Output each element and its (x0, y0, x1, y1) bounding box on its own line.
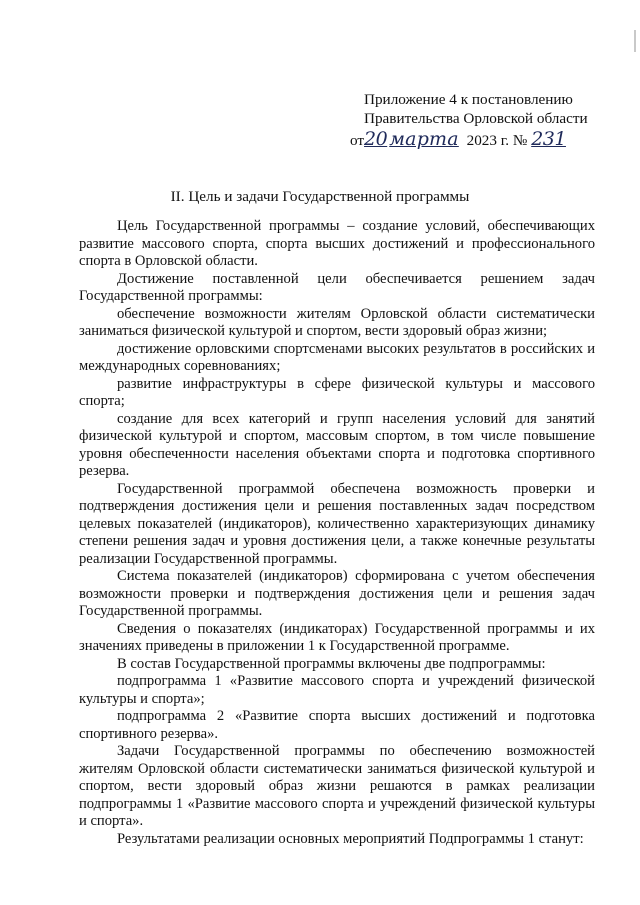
paragraph: подпрограмма 2 «Развитие спорта высших достижений и подготовка спортивного резерва». (79, 708, 595, 742)
from-label: от (350, 132, 365, 149)
year-text: 2023 г. (466, 132, 510, 149)
paragraph: развитие инфраструктуры в сфере физической культуры и массового спорта; (79, 375, 595, 409)
paragraph: обеспечение возможности жителям Орловской области систематически заниматься физической культурой и спортом, вести здоровый образ жизни; (79, 305, 595, 339)
handwritten-month: марта (389, 128, 459, 150)
paragraph: Сведения о показателях (индикаторах) Государственной программы и их значениях приведены в приложении 1 к Государственной программе. (79, 620, 595, 654)
paragraph: В состав Государственной программы включены две подпрограммы: (117, 655, 546, 672)
paragraph: Результатами реализации основных мероприятий Подпрограммы 1 станут: (117, 830, 584, 847)
paragraph: Цель Государственной программы – создание условий, обеспечивающих развитие массового спорта, спорта высших достижений и профессионального спорта в Орловской области. (79, 218, 595, 269)
paragraph: Задачи Государственной программы по обеспечению возможностей жителям Орловской области систематически заниматься физической культурой и спортом, вести здоровый образ жизни решаются в рамках реализации подпрограммы 1 «Развитие массового спорта и учреждений физической культуры и спорта». (79, 743, 595, 829)
paragraph: подпрограмма 1 «Развитие массового спорта и учреждений физической культуры и спорта»; (79, 673, 595, 707)
paragraph: Достижение поставленной цели обеспечивается решением задач Государственной программы: (79, 270, 595, 304)
handwritten-day: 20 (364, 128, 388, 150)
document-body (79, 218, 595, 848)
paragraph: достижение орловскими спортсменами высоких результатов в российских и международных соревнованиях; (79, 340, 595, 374)
section-title: II. Цель и задачи Государственной программы (170, 188, 470, 205)
scan-artifact (634, 30, 636, 52)
paragraph: Система показателей (индикаторов) сформирована с учетом обеспечения возможности проверки и подтверждения достижения цели и решения задач Государственной программы. (79, 568, 595, 619)
number-label: № (512, 132, 528, 149)
appendix-date-line (350, 130, 620, 150)
paragraph: создание для всех категорий и групп населения условий для занятий физической культурой и спортом, массовым спортом, в том числе повышение уровня обеспеченности населения объектами спорта и подготовка спортивного резерва. (79, 410, 595, 479)
appendix-line-1: Приложение 4 к постановлению (364, 91, 573, 108)
handwritten-number: 231 (531, 128, 566, 150)
appendix-line-2: Правительства Орловской области (364, 110, 588, 127)
paragraph: Государственной программой обеспечена возможность проверки и подтверждения достижения цели и решения поставленных задач посредством целевых показателей (индикаторов), количественно характеризующих динамику степени решения задач и уровня достижения цели, а также конечные результаты реализации Государственной программы. (79, 480, 595, 567)
appendix-header (350, 90, 620, 150)
